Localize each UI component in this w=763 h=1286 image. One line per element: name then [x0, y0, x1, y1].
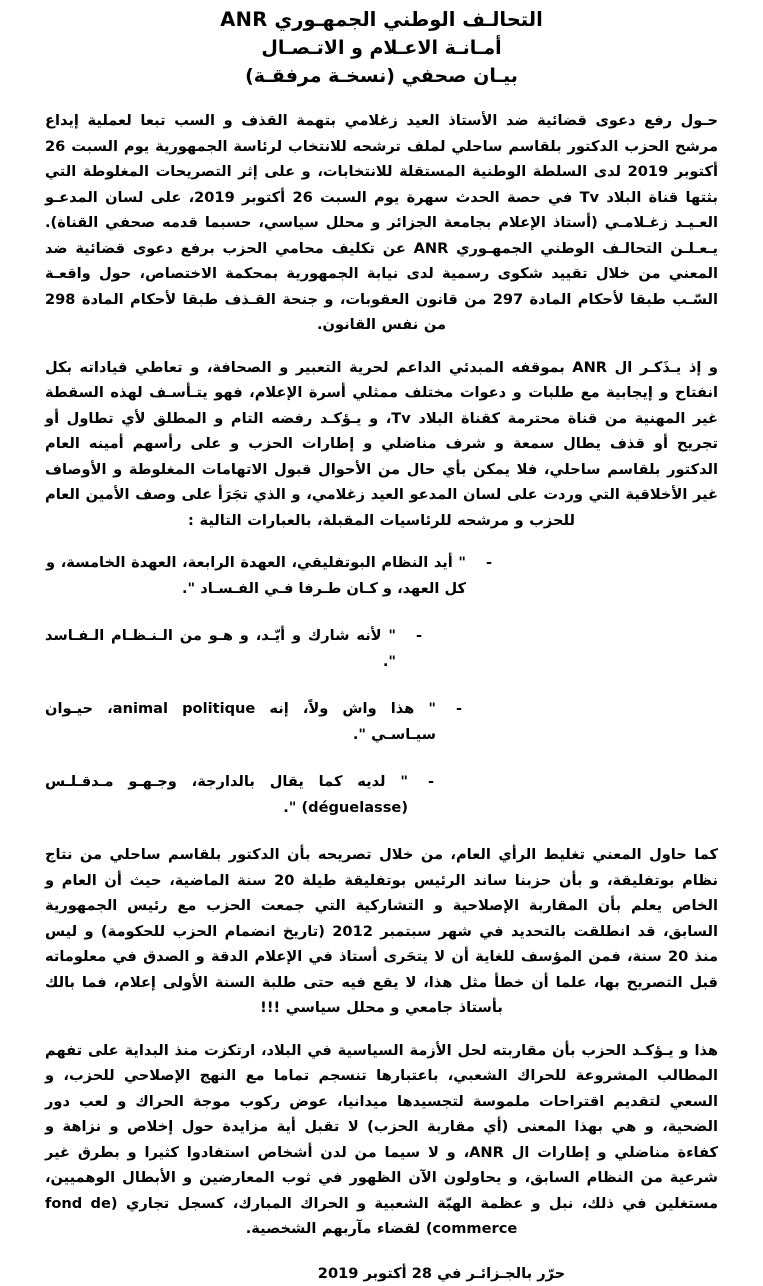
header-department-title: أمـانـة الاعـلام و الاتـصـال	[261, 37, 502, 59]
paragraph-2: و إذ يـذَكـر ال ANR بموقفه المبدئي الداعم لحرية التعبير و الصحافة، و تعاطي قياداته بكل انفتاح و إيجابية مع طلبات و دعوات مختلف ممثلي أسرة الإعلام، فهو يتـأسـف لهذه السقطة غير المهنية من قناة محترمة كقناة البلاد Tv، و يـؤكـد رفضه التام و المطلق لأي تطاول أو تجريح أو قذف يطال سمعة و شرف مناضلي و إطارات الحزب و على رأسهم أمينه العام الدكتور بلقاسم ساحلي، فلا يمكن بأي حال من الأحوال قبول الاتهامات المغلوطة و الأوصاف غير الأخلاقية التي وردت على لسان المدعو العيد زغلامي، و الذي تجَرَأ على وصف الأمين العام للحزب و مرشحه للرئاسيات المقبلة، بالعبارات التالية :	[45, 358, 718, 529]
quote-text: " لديه كما يقال بالدارجة، وجـهـو مـدقـلـس (déguelasse) ".	[45, 773, 408, 816]
document-header	[45, 6, 718, 90]
paragraph-4: هذا و يـؤكـد الحزب بأن مقاربته لحل الأزمة السياسية في البلاد، ارتكزت منذ البداية على تفهم المطالب المشروعة للحراك الشعبي، باعتبارها تنسجم تماما مع النهج الإصلاحي للحزب، و السعي لتقديم اقتراحات ملموسة لتجسيدها ميدانيا، عوض ركوب موجة الحراك و لعب دور الضحية، و هي بهذا المعنى (أي مقاربة الحزب) لا تقبل أية مزايدة حول إخلاص و نزاهة و كفاءة مناضلي و إطارات ال ANR، و لا سيما من لدن أشخاص استفادوا كثيرا و بطرق غير شرعية من النظام السابق، و يحاولون الآن الظهور في ثوب المعارضين و الأبطال الوهميين، مستغلين في ذلك، نبل و عظمة الهبّة الشعبية و الحراك المبارك، كسجل تجاري (fond de commerce) لقضاء مآربهم الشخصية.	[45, 1041, 719, 1237]
quote-list-item	[45, 696, 718, 747]
quote-list-item	[45, 550, 718, 601]
quote-text: " لأنه شارك و أيّـد، و هـو من الـنـظـام الـفـاسد ".	[45, 627, 396, 670]
quote-text: " أيد النظام البوتفليقي، العهدة الرابعة، العهدة الخامسة، و كل العهد، و كـان طـرفا فـي الفـسـاد ".	[46, 554, 466, 597]
quote-list-item	[45, 769, 718, 820]
bullet-dash-icon: -	[415, 627, 422, 644]
bullet-dash-icon: -	[427, 773, 434, 790]
paragraph-3: كما حاول المعني تغليط الرأي العام، من خلال تصريحه بأن الدكتور بلقاسم ساحلي من نتاج نظام بوتفليقة، و بأن حزبنا ساند الرئيس بوتفليقة طيلة 20 سنة الماضية، حيث أن العام و الخاص يعلم بأن المقاربة الإصلاحية و التشاركية التي جمعت الحزب مع رئيس الجمهورية السابق، قد انطلقت بالتحديد في شهر سبتمبر 2012 (تاريخ انضمام الحزب للحكومة) و ليس منذ 20 سنة، فمن المؤسف للغاية أن لا يتحَرى أستاذ في الإعلام الدقة و الصدق في معلوماته قبل التصريح بها، علما أن خطأ مثل هذا، لا يقع فيه حتى طلبة السنة الأولى إعلام، فما بالك بأستاذ جامعي و محلل سياسي !!!	[45, 846, 718, 1016]
quotes-list	[45, 550, 718, 820]
quote-text: " هذا واش ولاً، إنه animal politique، حيـوان سيـاسـي ".	[45, 700, 436, 743]
document-footer-dateline: حرّر بالجـزائـر في 28 أكتوبر 2019	[317, 1264, 566, 1282]
paragraph-1: حـول رفع دعوى قضائية ضد الأستاذ العيد زغلامي بتهمة القذف و السب تبعا لعملية إيداع مرشح الحزب الدكتور بلقاسم ساحلي لملف ترشحه للانتخاب لرئاسة الجمهورية يوم السبت 26 أكتوبر 2019 لدى السلطة الوطنية المستقلة للانتخابات، و على إثر التصريحات المغلوطة التي بثتها قناة البلاد Tv في حصة الحدث سهرة يوم السبت 26 أكتوبر 2019، على لسان المدعـو العـيـد زغـلامـي (أستاذ الإعلام بجامعة الجزائر و محلل سياسي، حسبما قدمه صحفي القناة). يـعـلـن التحالـف الوطني الجمهـوري ANR عن تكليف محامي الحزب برفع دعوى قضائية ضد المعني من خلال تقييد شكوى رسمية لدى نيابة الجمهورية بمحكمة الاختصاص، حول واقعـة السّـب طبقا لأحكام المادة 297 من قانون العقوبات، و جنحة القـذف طبقا لأحكام المادة 298 من نفس القانون.	[45, 112, 719, 333]
quote-list-item	[45, 623, 718, 674]
header-document-type: بيـان صحفي (نسخـة مرفقـة)	[245, 65, 518, 87]
bullet-dash-icon: -	[485, 554, 492, 571]
bullet-dash-icon: -	[455, 700, 462, 717]
header-organization-title: التحالـف الوطني الجمهـوري ANR	[220, 8, 543, 31]
